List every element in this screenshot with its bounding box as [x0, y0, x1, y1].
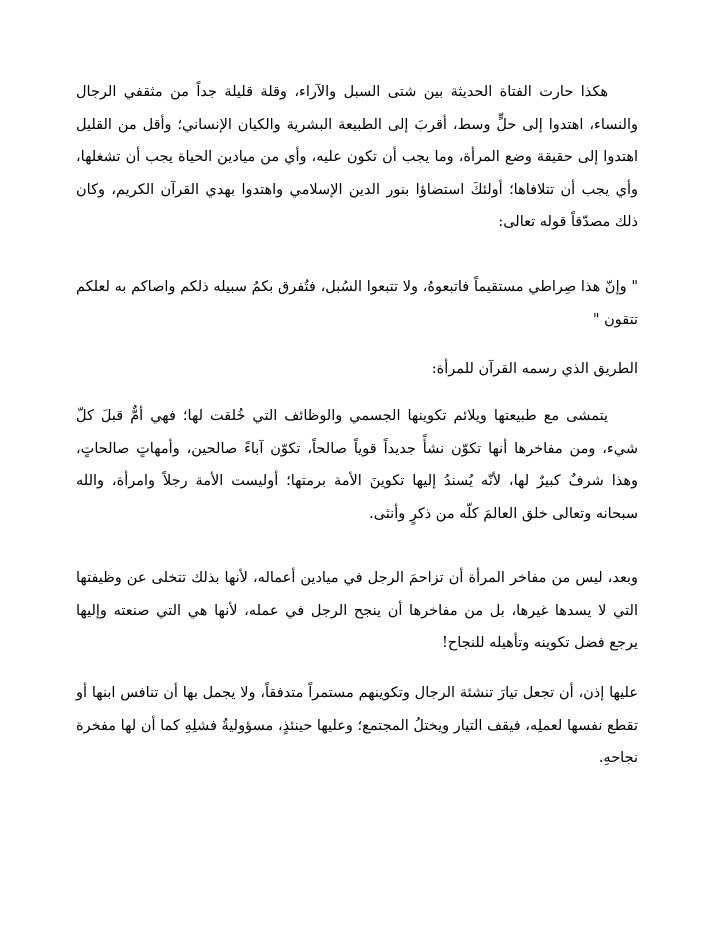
section-heading: الطريق الذي رسمه القرآن للمرأة:	[431, 361, 638, 377]
paragraph-pride: وبعد، ليس من مفاخر المرأة أن تزاحمَ الرجل في ميادين أعماله، لأنها بذلك تتخلى عن وظيفتها التي لا يسدها غيرها، بل من مفاخرها أن ينجح الرجل في عمله، لأنها هي التي صنعته وإليها يرجع فضل تكوينه وتأهيله للنجاح!	[76, 570, 638, 651]
paragraph-mother-role: يتمشى مع طبيعتها ويلائم تكوينها الجسمي والوظائف التي خُلقت لها؛ فهي أمٌّ قبلَ كلّ شيء، ومن مفاخرها أنها تكوّن نشأً جديداً قوياً صالحاً، تكوّن آباءً صالحين، وأمهاتٍ صالحاتٍ، وهذا شرفٌ كبيرٌ لها، لأنّه يُسندُ إليها تكوينَ الأمة برمتها؛ أوليست الأمة رجلاً وامرأة، والله سبحانه وتعالى خلق العالمَ كلّه من ذكرٍ وأنثى.	[76, 408, 638, 522]
paragraph-quran-verse: " وإنّ هذا صِراطي مستقيماً فاتبعوهُ، ولا تتبعوا السُبل، فتُفرق بكمُ سبيله ذلكم واصاكم به لعلكم تتقون "	[76, 279, 638, 328]
paragraph-responsibility: عليها إذن، أن تجعل تيارَ تنشئة الرجال وتكوينهم مستمراً متدفقاً، ولا يجمل بها أن تنافس ابنها أو تقطع نفسها لعملِه، فيقف التيار ويختلُ المجتمع؛ وعليها حينئذٍ، مسؤوليةُ فشلِهِ كما أن لها مفخرة نجاحهِ.	[76, 685, 638, 766]
paragraph-intro: هكذا حارت الفتاة الحديثة بين شتى السبل والآراء، وقلة قليلة جداً من مثقفي الرجال والنساء، اهتدوا إلى حلٍّ وسط، أقربَ إلى الطبيعة البشرية والكيان الإنساني؛ وأقل من القليل اهتدوا إلى حقيقة وضع المرأة، وما يجب أن تكون عليه، وأي من ميادين الحياة يجب أن تشغلها، وأي يجب أن تتلافاها؛ أولئكَ استضاؤا بنور الدين الإسلامي واهتدوا بهدي القرآن الكريم، وكان ذلك مصدّقاً قوله تعالى:	[76, 84, 638, 230]
